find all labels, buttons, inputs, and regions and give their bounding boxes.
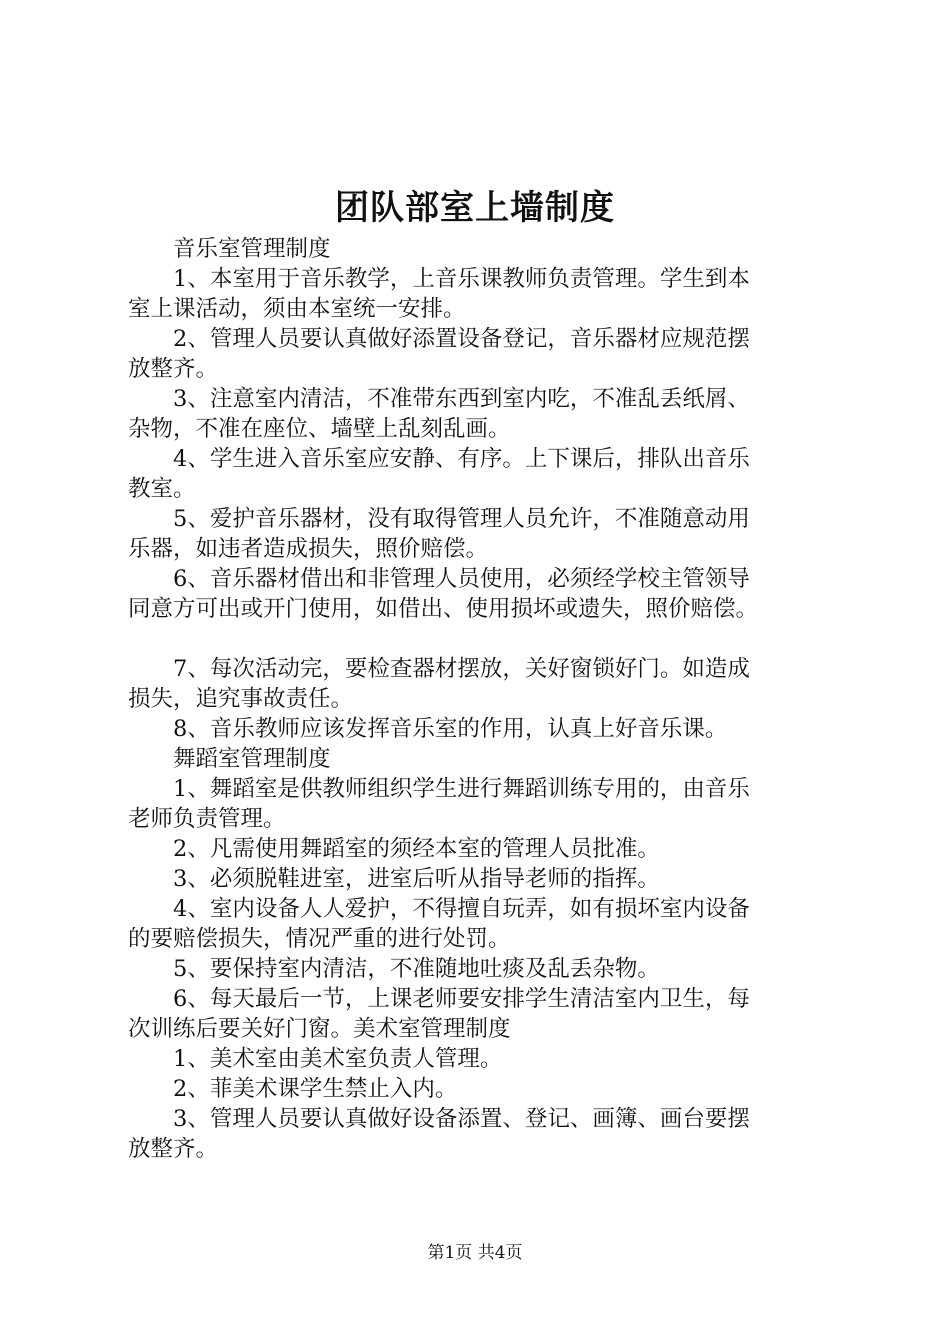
paragraph-line: 2、凡需使用舞蹈室的须经本室的管理人员批准。 (173, 836, 660, 862)
paragraph-line: 放整齐。 (128, 356, 219, 382)
paragraph-line: 6、音乐器材借出和非管理人员使用，必须经学校主管领导 (173, 566, 750, 592)
paragraph-line: 的要赔偿损失，情况严重的进行处罚。 (128, 926, 511, 952)
paragraph-line: 2、菲美术课学生禁止入内。 (173, 1076, 458, 1102)
paragraph-gap (128, 624, 848, 654)
paragraph (128, 384, 848, 444)
paragraph-line: 次训练后要关好门窗。美术室管理制度 (128, 1016, 511, 1042)
paragraph-line: 音乐室管理制度 (173, 236, 331, 262)
paragraph-line: 杂物，不准在座位、墙壁上乱刻乱画。 (128, 416, 511, 442)
paragraph (128, 1104, 848, 1164)
paragraph-line: 2、管理人员要认真做好添置设备登记，音乐器材应规范摆 (173, 326, 750, 352)
paragraph (128, 774, 848, 834)
paragraph-line: 同意方可出或开门使用，如借出、使用损坏或遗失，照价赔偿。 (128, 596, 759, 622)
paragraph-line: 7、每次活动完，要检查器材摆放，关好窗锁好门。如造成 (173, 656, 750, 682)
paragraph-line: 放整齐。 (128, 1136, 219, 1162)
paragraph (128, 984, 848, 1044)
paragraph-line: 5、爱护音乐器材，没有取得管理人员允许，不准随意动用 (173, 506, 750, 532)
paragraph-line: 4、学生进入音乐室应安静、有序。上下课后，排队出音乐 (173, 446, 750, 472)
paragraph-line: 损失，追究事故责任。 (128, 686, 354, 712)
paragraph-line: 1、本室用于音乐教学，上音乐课教师负责管理。学生到本 (173, 266, 750, 292)
paragraph (128, 264, 848, 324)
paragraph (128, 714, 848, 744)
paragraph (128, 744, 848, 774)
paragraph (128, 894, 848, 954)
paragraph-line: 3、注意室内清洁，不准带东西到室内吃，不准乱丢纸屑、 (173, 386, 750, 412)
paragraph-line: 3、管理人员要认真做好设备添置、登记、画簿、画台要摆 (173, 1106, 750, 1132)
paragraph (128, 324, 848, 384)
paragraph-line: 5、要保持室内清洁，不准随地吐痰及乱丢杂物。 (173, 956, 660, 982)
page-footer: 第1页 共4页 (427, 1243, 523, 1263)
document-body (128, 234, 848, 1164)
paragraph-line: 1、舞蹈室是供教师组织学生进行舞蹈训练专用的，由音乐 (173, 776, 750, 802)
paragraph (128, 504, 848, 564)
paragraph (128, 954, 848, 984)
paragraph (128, 564, 848, 624)
paragraph-line: 8、音乐教师应该发挥音乐室的作用，认真上好音乐课。 (173, 716, 728, 742)
paragraph-line: 舞蹈室管理制度 (173, 746, 331, 772)
page-title: 团队部室上墙制度 (335, 188, 615, 228)
paragraph (128, 864, 848, 894)
paragraph-line: 6、每天最后一节，上课老师要安排学生清洁室内卫生，每 (173, 986, 750, 1012)
paragraph-line: 4、室内设备人人爱护，不得擅自玩弄，如有损坏室内设备 (173, 896, 750, 922)
paragraph-line: 乐器，如违者造成损失，照价赔偿。 (128, 536, 489, 562)
paragraph (128, 444, 848, 504)
paragraph (128, 1074, 848, 1104)
paragraph-line: 教室。 (128, 476, 196, 502)
paragraph (128, 1044, 848, 1074)
paragraph-line: 老师负责管理。 (128, 806, 286, 832)
paragraph (128, 654, 848, 714)
paragraph (128, 234, 848, 264)
paragraph-line: 3、必须脱鞋进室，进室后听从指导老师的指挥。 (173, 866, 660, 892)
paragraph (128, 834, 848, 864)
paragraph-line: 1、美术室由美术室负责人管理。 (173, 1046, 503, 1072)
paragraph-line: 室上课活动，须由本室统一安排。 (128, 296, 466, 322)
